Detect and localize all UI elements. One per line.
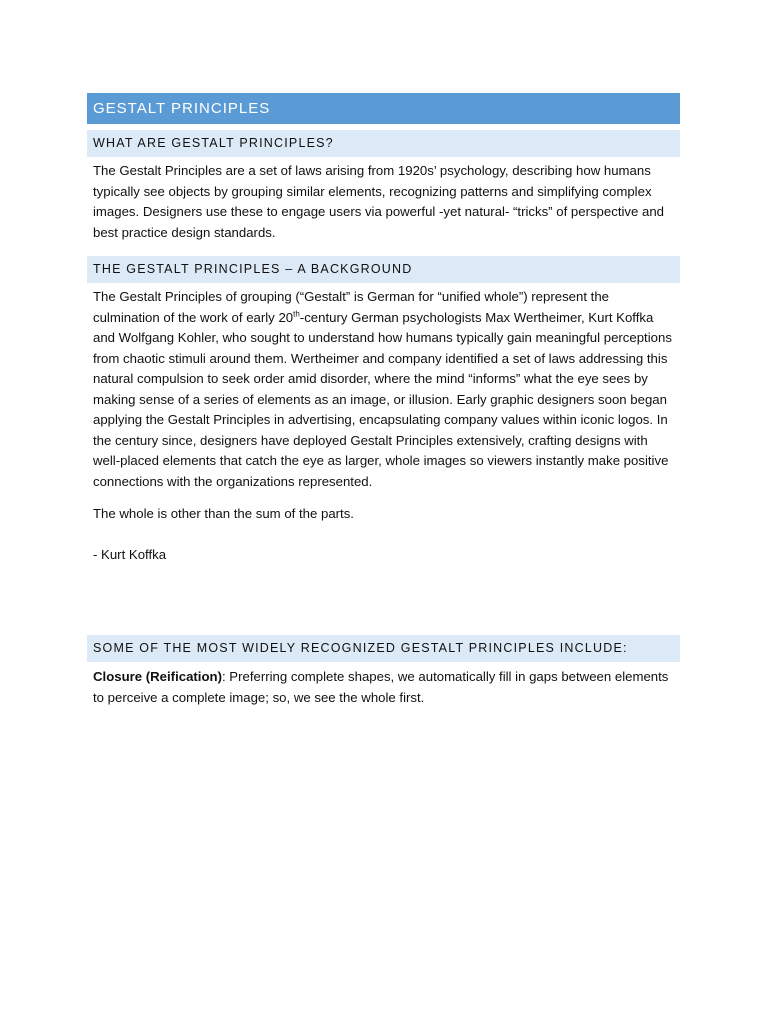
- principle-definition: : Preferring complete shapes, we automatically fill in gaps between elements to perceive a complete image; so, we see the whole first.: [93, 669, 669, 705]
- document-title: GESTALT PRINCIPLES: [87, 93, 680, 124]
- principle-closure: [87, 667, 680, 708]
- section-body-background: [87, 287, 680, 492]
- principle-term: Closure (Reification): [93, 669, 222, 684]
- superscript-th: th: [293, 309, 300, 319]
- background-text-part2: -century German psychologists Max Wertheimer, Kurt Koffka and Wolfgang Kohler, who sought to understand how humans typically gain meaningful perceptions from chaotic stimuli around them. Wertheimer and company identified a set of laws addressing this natural compulsion to seek order amid disorder, where the mind “informs” what the eye sees by making sense of a series of elements as an image, or illusion. Early graphic designers soon began applying the Gestalt Principles in advertising, encapsulating company values within iconic logos. In the century since, designers have deployed Gestalt Principles extensively, crafting designs with well-placed elements that catch the eye as larger, whole images so viewers instantly make positive connections with the organizations represented.: [93, 309, 672, 489]
- section-heading-background: THE GESTALT PRINCIPLES – A BACKGROUND: [87, 256, 680, 283]
- section-heading-what-are: WHAT ARE GESTALT PRINCIPLES?: [87, 130, 680, 157]
- quote-text: The whole is other than the sum of the parts.: [93, 506, 354, 521]
- quote-attribution: - Kurt Koffka: [93, 546, 167, 562]
- document-page: [87, 93, 680, 708]
- section-heading-principles: SOME OF THE MOST WIDELY RECOGNIZED GESTALT PRINCIPLES INCLUDE:: [87, 635, 680, 662]
- background-text-part1: The Gestalt Principles of grouping (“Gestalt” is German for “unified whole”) represent the culmination of the work of early 20: [93, 289, 609, 325]
- section-body-what-are: The Gestalt Principles are a set of laws arising from 1920s’ psychology, describing how humans typically see objects by grouping similar elements, recognizing patterns and simplifying complex images. Designers use these to engage users via powerful -yet natural- “tricks” of perspective and best practice design standards.: [93, 163, 665, 240]
